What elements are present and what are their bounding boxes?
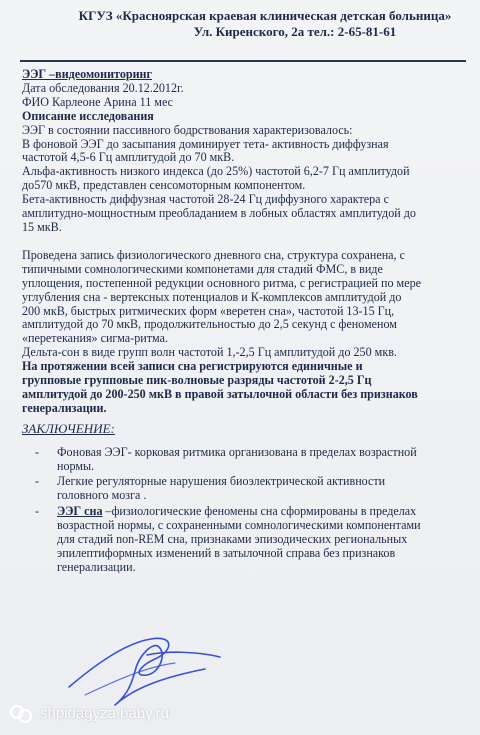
text-line: эпилептиформных изменений в затылочной справа без признаков: [57, 546, 396, 560]
wake-eeg-paragraph: [22, 124, 462, 235]
text-line: амплитудой до 200-250 мкВ в правой затылочной области без признаков: [22, 386, 418, 401]
text-line: частотой 4,5-6 Гц амплитудой до 70 мкВ.: [22, 150, 235, 165]
watermark: [0, 700, 230, 730]
letterhead: [0, 8, 480, 40]
text-line: нормы.: [57, 458, 95, 473]
text-line: Легкие регуляторные нарушения биоэлектрической активности: [57, 474, 386, 489]
watermark-text: shpidagyza.baby.ru: [40, 705, 169, 722]
text-line: до570 мкВ, представлен сенсомоторным компонентом.: [22, 178, 306, 193]
text-line: Дельта-сон в виде групп волн частотой 1,-2,5 Гц амплитудой до 250 мкв.: [22, 345, 397, 360]
text-line: возрастной нормы, с сохраненными сомнологическими компонентами: [57, 518, 421, 533]
text-line: уплощения, постепенной редукции основного ритма, с регистрацией по мере: [22, 275, 421, 290]
text-line: 15 мкВ.: [22, 219, 62, 234]
text-span: –физиологические феномены сна сформированы в пределах: [102, 504, 417, 519]
patient-name: ФИО Карлеоне Арина 11 мес: [22, 94, 173, 109]
text-line: Фоновая ЭЭГ- корковая ритмика организована в пределах возрастной: [57, 444, 417, 459]
bullet-dash: -: [35, 504, 40, 519]
text-line: генерализации.: [22, 400, 107, 415]
conclusion-heading: ЗАКЛЮЧЕНИЕ:: [22, 420, 115, 436]
text-line: амплитудно-мощностным преобладанием в лобных областях амплитудой до: [22, 206, 416, 221]
report-title: ЭЭГ –видеомониторинг: [22, 67, 153, 81]
text-line: «перетекания» сигма-ритма.: [22, 331, 168, 346]
conclusion-item: [22, 475, 462, 503]
text-line: головного мозга .: [57, 488, 147, 503]
text-line: амплитудой до 70 мкВ, продолжительностью до 2,5 секунд с феноменом: [22, 317, 397, 332]
text-line: В фоновой ЭЭГ до засыпания доминирует тета- активность диффузная: [22, 136, 389, 151]
text-line: для стадий non-REM сна, признаками эпизодических региональных: [57, 532, 408, 547]
text-line: Альфа-активность низкого индекса (до 25%) частотой 6,2-7 Гц амплитудой: [22, 164, 410, 179]
report-body: [22, 68, 462, 575]
sleep-eeg-lead: ЭЭГ сна: [57, 504, 103, 519]
exam-date: Дата обследования 20.12.2012г.: [22, 80, 184, 95]
text-line: Бета-активность диффузная частотой 28-24 Гц диффузного характера с: [22, 192, 389, 207]
text-line: Проведена запись физиологического дневного сна, структура сохранена, с: [22, 247, 405, 262]
sleep-eeg-paragraph: [22, 249, 462, 360]
letterhead-address: Ул. Киренского, 2а тел.: 2-65-81-61: [193, 24, 397, 39]
spacer: [22, 235, 462, 249]
text-line: ЭЭГ в состоянии пассивного бодрствования характеризовалось:: [22, 122, 353, 137]
text-line: На протяжении всей записи сна регистрируются единичные и: [22, 359, 363, 374]
bullet-dash: -: [35, 474, 40, 489]
text-line: групповые групповые пик-волновые разряды частотой 2-2,5 Гц: [22, 373, 372, 388]
text-line: [57, 505, 462, 519]
letterhead-org: КГУЗ «Красноярская краевая клиническая детская больница»: [78, 8, 452, 23]
conclusion-item: [22, 505, 462, 575]
text-line: углубления сна - вертексных потенциалов и К-комплексов амплитудой до: [22, 289, 402, 304]
text-line: типичными сомнологическими компонетами для стадий ФМС, в виде: [22, 261, 383, 276]
baby-ru-logo-icon: [8, 703, 34, 725]
header-divider: [20, 60, 466, 62]
description-heading: Описание исследования: [22, 108, 154, 123]
text-line: 200 мкВ, быстрых ритмических форм «веретен сна», частотой 13-15 Гц,: [22, 303, 395, 318]
discharges-paragraph: [22, 360, 462, 416]
conclusion-item: [22, 446, 462, 474]
text-line: генерализации.: [57, 559, 136, 574]
bullet-dash: -: [35, 444, 40, 459]
